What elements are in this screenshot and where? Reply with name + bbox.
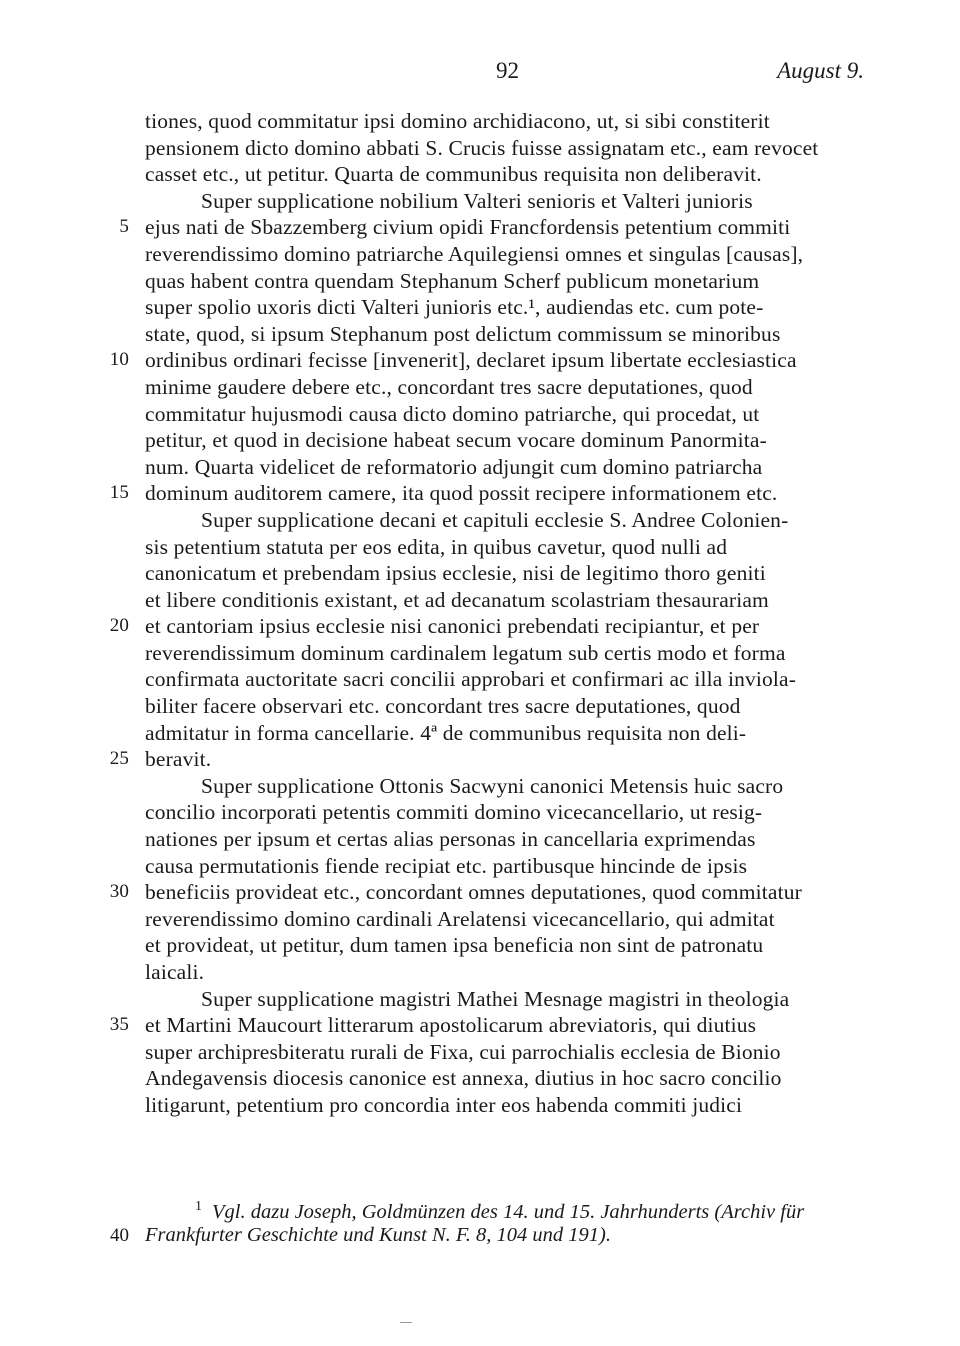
line-text: Andegavensis diocesis canonice est annexa, diutius in hoc sacro concilio: [145, 1066, 782, 1091]
footnote-marker: 1: [195, 1199, 202, 1214]
line-text: et libere conditionis existant, et ad decanatum scolastriam thesaurariam: [145, 587, 769, 612]
line-text: dominum auditorem camere, ita quod possit recipere informationem etc.: [145, 481, 778, 506]
text-line: [145, 587, 865, 614]
text-line: [109, 746, 865, 773]
text-line: [145, 906, 865, 933]
line-text: admitatur in forma cancellarie. 4ª de communibus requisita non deli-: [145, 720, 747, 745]
text-line: [145, 374, 865, 401]
text-line: [145, 932, 865, 959]
line-text: ordinibus ordinari fecisse [invenerit], declaret ipsum libertate ecclesiastica: [145, 348, 797, 373]
line-text: sis petentium statuta per eos edita, in quibus cavetur, quod nulli ad: [145, 534, 728, 559]
line-text: tiones, quod commitatur ipsi domino archidiacono, ut, si sibi constiterit: [145, 109, 770, 133]
text-line: [145, 188, 865, 215]
line-text: reverendissimo domino cardinali Arelatensi vicecancellario, qui admitat: [145, 906, 775, 931]
line-text: minime gaudere debere etc., concordant tres sacre deputationes, quod: [145, 374, 753, 399]
line-text: commitatur hujusmodi causa dicto domino patriarche, qui procedat, ut: [145, 401, 760, 426]
bottom-mark: [400, 1322, 412, 1323]
text-line: [145, 294, 865, 321]
line-text: litigarunt, petentium pro concordia inter eos habenda commiti judici: [145, 1092, 743, 1117]
running-head: August 9.: [777, 58, 864, 83]
text-line: [145, 161, 865, 188]
text-line: [145, 241, 865, 268]
text-line: [145, 640, 865, 667]
line-text: Super supplicatione decani et capituli ecclesie S. Andree Colonien-: [201, 507, 789, 532]
line-text: Super supplicatione magistri Mathei Mesnage magistri in theologia: [201, 986, 790, 1011]
footnotes: [110, 1192, 875, 1250]
line-text: pensionem dicto domino abbati S. Crucis fuisse assignatam etc., eam revocet: [145, 135, 819, 160]
line-number: 25: [109, 748, 129, 770]
line-text: super spolio uxoris dicti Valteri junioris etc.¹, audiendas etc. cum pote-: [145, 295, 764, 320]
text-line: [145, 1039, 865, 1066]
text-line: [109, 613, 865, 640]
text-line: [145, 427, 865, 454]
line-number: 20: [109, 615, 129, 637]
line-number: 10: [109, 349, 129, 371]
text-line: [145, 454, 865, 481]
text-line: [145, 773, 865, 800]
text-line: [145, 268, 865, 295]
line-number: 30: [109, 881, 129, 903]
text-line: [145, 693, 865, 720]
line-text: nationes per ipsum et certas alias personas in cancellaria exprimendas: [145, 827, 756, 852]
text-line: [145, 666, 865, 693]
line-text: beneficiis provideat etc., concordant omnes deputationes, quod commitatur: [145, 880, 802, 905]
text-line: [145, 507, 865, 534]
line-text: laicali.: [145, 960, 205, 984]
text-line: [145, 321, 865, 348]
line-text: concilio incorporati petentis commiti domino vicecancellario, ut resig-: [145, 800, 763, 825]
line-text: petitur, et quod in decisione habeat secum vocare dominum Panormita-: [145, 428, 767, 453]
footnote-text: Frankfurter Geschichte und Kunst N. F. 8, 104 und 191).: [145, 1224, 611, 1246]
line-text: reverendissimo domino patriarche Aquilegiensi omnes et singulas [causas],: [145, 241, 804, 266]
text-line: [145, 560, 865, 587]
line-number: 35: [109, 1014, 129, 1036]
line-text: biliter facere observari etc. concordant tres sacre deputationes, quod: [145, 694, 741, 719]
page-number: 92: [496, 58, 519, 83]
footnote-line: [145, 1192, 875, 1221]
text-line: [145, 1065, 865, 1092]
text-line: [145, 534, 865, 561]
text-line: [109, 1012, 865, 1039]
text-line: [109, 879, 865, 906]
line-text: state, quod, si ipsum Stephanum post delictum commissum se minoribus: [145, 321, 781, 346]
text-line: [145, 959, 865, 986]
line-text: ejus nati de Sbazzemberg civium opidi Francfordensis petentium commiti: [145, 215, 791, 240]
line-text: quas habent contra quendam Stephanum Scherf publicum monetarium: [145, 268, 760, 293]
line-text: num. Quarta videlicet de reformatorio adjungit cum domino patriarcha: [145, 454, 763, 479]
text-line: [145, 720, 865, 747]
line-text: beravit.: [145, 747, 212, 772]
text-line: [145, 853, 865, 880]
line-text: et cantoriam ipsius ecclesie nisi canonici prebendati recipiantur, et per: [145, 614, 760, 639]
line-text: Super supplicatione Ottonis Sacwyni canonici Metensis huic sacro: [201, 773, 784, 798]
text-line: [145, 986, 865, 1013]
footnote-line: [110, 1221, 875, 1250]
line-number: 40: [110, 1225, 129, 1246]
line-text: causa permutationis fiende recipiat etc. partibusque hincinde de ipsis: [145, 853, 748, 878]
text-line: [119, 214, 865, 241]
text-line: [109, 347, 865, 374]
text-line: [145, 108, 865, 135]
body-text: [109, 108, 865, 1119]
line-text: confirmata auctoritate sacri concilii approbari et confirmari ac illa inviola-: [145, 667, 797, 692]
text-line: [145, 401, 865, 428]
line-text: Super supplicatione nobilium Valteri senioris et Valteri junioris: [201, 188, 753, 213]
line-text: reverendissimum dominum cardinalem legatum sub certis modo et forma: [145, 640, 786, 665]
line-text: super archipresbiteratu rurali de Fixa, cui parrochialis ecclesia de Bionio: [145, 1039, 781, 1064]
text-line: [145, 135, 865, 162]
text-line: [145, 826, 865, 853]
line-text: et Martini Maucourt litterarum apostolicarum abreviatoris, qui diutius: [145, 1013, 757, 1038]
footnote-text: Vgl. dazu Joseph, Goldmünzen des 14. und 15. Jahrhunderts (Archiv für: [212, 1200, 805, 1223]
line-number: 15: [109, 482, 129, 504]
line-number: 5: [119, 216, 129, 238]
text-line: [145, 1092, 865, 1119]
text-line: [109, 480, 865, 507]
line-text: et provideat, ut petitur, dum tamen ipsa beneficia non sint de patronatu: [145, 933, 764, 958]
line-text: canonicatum et prebendam ipsius ecclesie, nisi de legitimo thoro geniti: [145, 561, 766, 586]
text-line: [145, 799, 865, 826]
line-text: casset etc., ut petitur. Quarta de communibus requisita non deliberavit.: [145, 162, 762, 187]
page-header: [0, 58, 960, 92]
